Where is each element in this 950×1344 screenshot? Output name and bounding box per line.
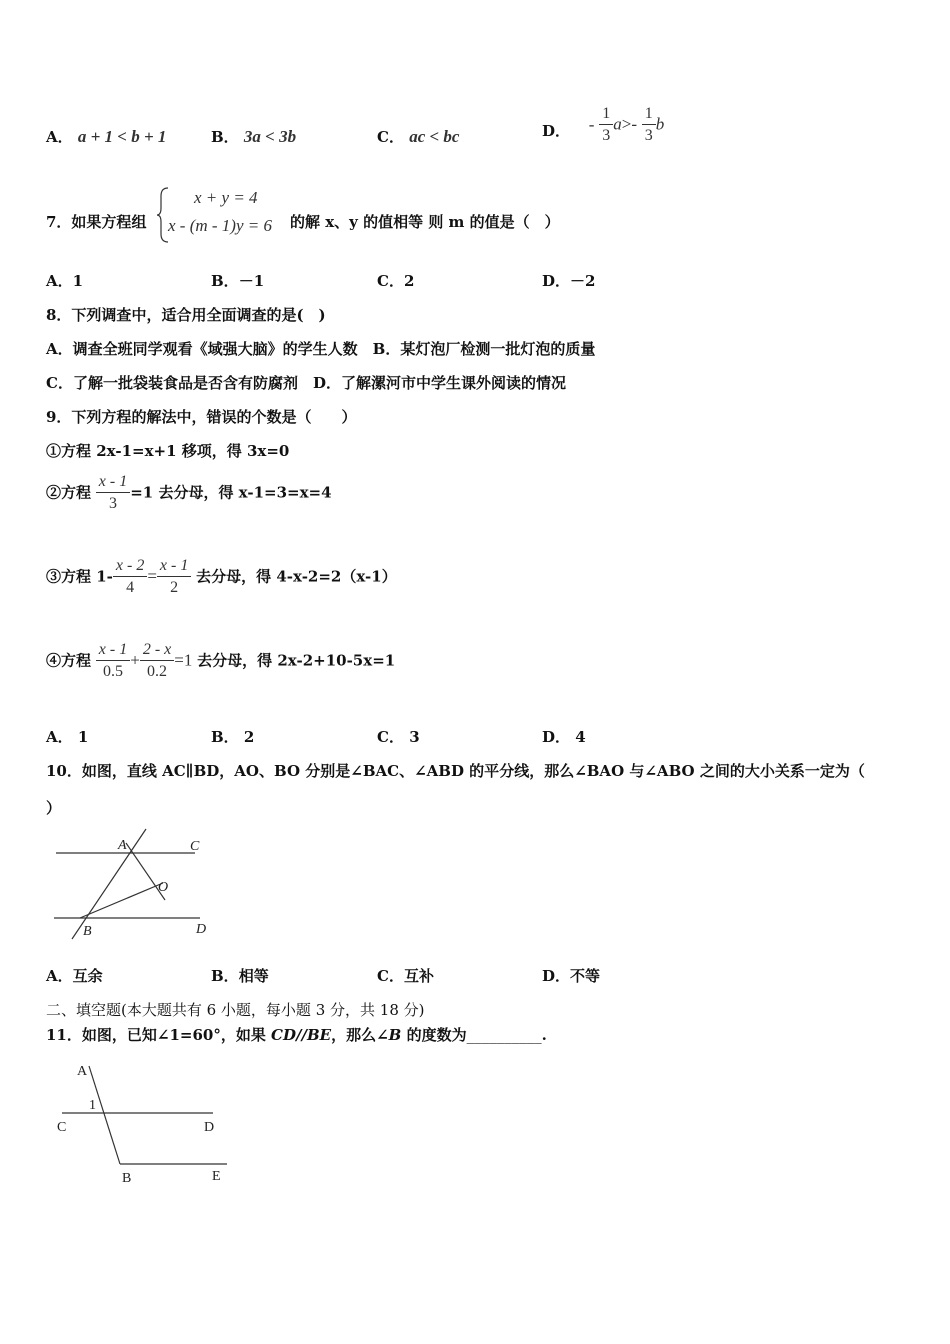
q10-label-c: C xyxy=(190,839,200,854)
q9-option-b: B． 2 xyxy=(211,728,255,746)
q10-line-ab xyxy=(72,829,146,939)
q11-label-e: E xyxy=(212,1169,221,1184)
q6-d-frac-1: $\frac{1}{3}$ xyxy=(599,104,613,147)
q6-option-a-expr: a + 1 < b + 1 xyxy=(77,127,167,146)
q11-answer-blank[interactable]: __________ xyxy=(466,1026,542,1044)
q10-option-a: A．互余 xyxy=(46,967,103,985)
q9-item3-frac-1: $\frac{x - 2}{4}$ xyxy=(113,556,147,599)
q11-label-angle-1: 1 xyxy=(89,1098,96,1113)
q9-option-d: D． 4 xyxy=(542,728,586,746)
q8-options-line2: C．了解一批袋装食品是否含有防腐剂 D．了解漯河市中学生课外阅读的情况 xyxy=(46,374,566,392)
q6-option-d: D． - $\frac{1}{3}$ a>- $\frac{1}{3}$ b xyxy=(542,104,664,147)
q10-label-d: D xyxy=(196,922,207,937)
q6-option-b: B． 3a < 3b xyxy=(211,127,297,146)
q9-item2-frac: $\frac{x - 1}{3}$ xyxy=(96,472,130,515)
q7-option-c: C．2 xyxy=(377,272,415,290)
q11-label-d: D xyxy=(204,1120,215,1135)
q6-option-c: C． ac < bc xyxy=(377,127,460,146)
q7-options xyxy=(46,270,906,294)
q11-label-a: A xyxy=(77,1064,88,1079)
q7-option-a: A．1 xyxy=(46,272,84,290)
q10-figure xyxy=(50,825,220,943)
q9-item3-frac-2: $\frac{x - 1}{2}$ xyxy=(157,556,191,599)
q10-stem-line1: 10．如图，直线 AC∥BD，AO、BO 分别是∠BAC、∠ABD 的平分线，那么∠BAO 与∠ABO 之间的大小关系一定为（ xyxy=(46,762,865,780)
q6-d-frac-2: $\frac{1}{3}$ xyxy=(642,104,656,147)
q9-item4-frac-1: $\frac{x - 1}{0.5}$ xyxy=(96,640,130,683)
q8-stem: 8．下列调查中，适合用全面调查的是( ) xyxy=(46,306,326,324)
q9-item2: ②方程 $\frac{x - 1}{3}$ =1 去分母，得 x-1=3=x=4 xyxy=(46,472,332,515)
q11-stem: 11．如图，已知∠1=60°，如果 CD//BE，那么∠B 的度数为__________. xyxy=(46,1026,547,1044)
q7-option-d: D．－2 xyxy=(542,272,596,290)
q9-item3: ③方程 1- $\frac{x - 2}{4}$ = $\frac{x - 1}{2}$ 去分母，得 4-x-2=2（x-1） xyxy=(46,556,397,599)
q10-option-b: B．相等 xyxy=(211,967,269,985)
q11-label-c: C xyxy=(57,1120,67,1135)
q10-line-bo xyxy=(80,883,163,918)
q7-prefix: 7．如果方程组 xyxy=(46,213,147,231)
q6-option-b-expr: 3a < 3b xyxy=(243,127,297,146)
q9-item4-frac-2: $\frac{2 - x}{0.2}$ xyxy=(140,640,174,683)
q9-option-a: A． 1 xyxy=(46,728,89,746)
q9-stem: 9．下列方程的解法中，错误的个数是（ ） xyxy=(46,408,357,426)
q10-option-d: D．不等 xyxy=(542,967,601,985)
q6-option-c-expr: ac < bc xyxy=(409,127,460,146)
q6-option-a: A． a + 1 < b + 1 xyxy=(46,127,167,146)
q7-eq2: x - (m - 1)y = 6 xyxy=(168,216,272,235)
q11-line-ab xyxy=(89,1066,120,1164)
q10-stem-line2: ） xyxy=(46,799,62,817)
q9-item1: ①方程 2x-1=x+1 移项，得 3x=0 xyxy=(46,442,290,460)
q6-options xyxy=(46,126,906,150)
q10-label-o: O xyxy=(158,880,169,895)
q7-eq1: x + y = 4 xyxy=(194,188,258,207)
q10-label-a: A xyxy=(118,838,127,853)
q8-options-line1: A．调查全班同学观看《域强大脑》的学生人数 B．某灯泡厂检测一批灯泡的质量 xyxy=(46,340,596,358)
q9-item4: ④方程 $\frac{x - 1}{0.5}$ + $\frac{2 - x}{0.2}$ =1 去分母，得 2x-2+10-5x=1 xyxy=(46,640,395,683)
q10-label-b: B xyxy=(83,924,92,939)
q10-option-c: C．互补 xyxy=(377,967,434,985)
q9-options xyxy=(46,726,906,750)
q11-label-b: B xyxy=(122,1171,132,1186)
q11-figure xyxy=(52,1058,232,1190)
q9-option-c: C． 3 xyxy=(377,728,420,746)
q7-suffix: 的解 x、y 的值相等 则 m 的值是（ ） xyxy=(290,213,560,231)
q10-options xyxy=(46,965,906,989)
section2-title: 二、填空题(本大题共有 6 小题，每小题 3 分，共 18 分) xyxy=(46,1001,425,1019)
q7-option-b: B．－1 xyxy=(211,272,265,290)
